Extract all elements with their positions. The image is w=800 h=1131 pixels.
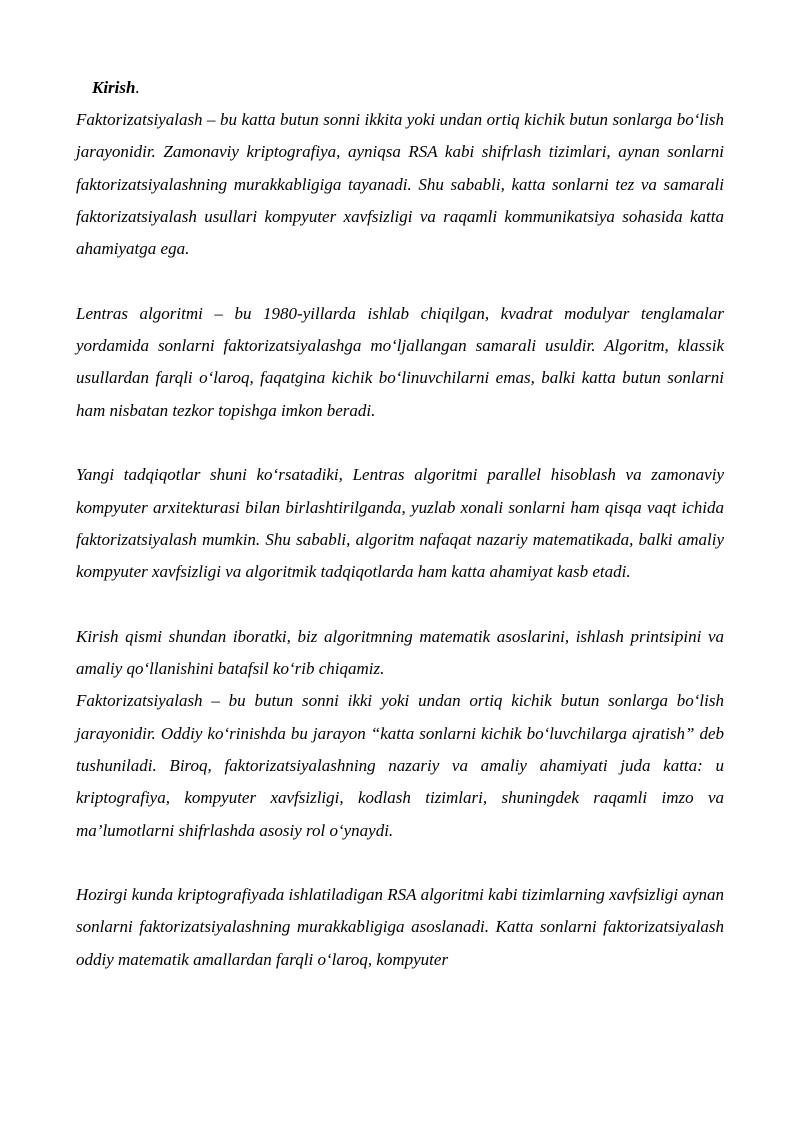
paragraph-rsa: Hozirgi kunda kriptografiyada ishlatiladigan RSA algoritmi kabi tizimlarning xavfsizligi aynan sonlarni faktorizatsiyalashning murakkabligiga asoslanadi. Katta sonlarni faktorizatsiyalash oddiy matematik amallardan farqli o‘laroq, kompyuter <box>76 885 724 969</box>
paragraph-intro: Faktorizatsiyalash – bu katta butun sonni ikkita yoki undan ortiq kichik butun sonlarga bo‘lish jarayonidir. Zamonaviy kriptografiya, ayniqsa RSA kabi shifrlash tizimlari, aynan sonlarni faktorizatsiyalashning murakkabligiga tayanadi. Shu sababli, katta sonlarni tez va samarali faktorizatsiyalash usullari kompyuter xavfsizligi va raqamli kommunikatsiya sohasida katta ahamiyatga ega. <box>76 110 724 259</box>
heading-punct: . <box>135 78 140 97</box>
paragraph-definition: Faktorizatsiyalash – bu butun sonni ikki yoki undan ortiq kichik butun sonlarga bo‘lish jarayonidir. Oddiy ko‘rinishda bu jarayon “katta sonlarni kichik bo‘luvchilarga ajratish” deb tushuniladi. Biroq, faktorizatsiyalashning nazariy va amaliy ahamiyati juda katta: u kriptografiya, kompyuter xavfsizligi, kodlash tizimlari, shuningdek raqamli imzo va ma’lumotlarni shifrlashda asosiy rol o‘ynaydi. <box>76 691 724 840</box>
paragraph-lentras: Lentras algoritmi – bu 1980-yillarda ishlab chiqilgan, kvadrat modulyar tenglamalar yordamida sonlarni faktorizatsiyalashga mo‘ljallangan samarali usuldir. Algoritm, klassik usullardan farqli o‘laroq, faqatgina kichik bo‘linuvchilarni emas, balki katta butun sonlarni ham nisbatan tezkor topishga imkon beradi. <box>76 303 724 420</box>
document-page <box>76 72 724 976</box>
paragraph-scope: Kirish qismi shundan iboratki, biz algoritmning matematik asoslarini, ishlash printsipini va amaliy qo‘llanishini batafsil ko‘rib chiqamiz. <box>76 626 724 679</box>
section-heading <box>76 72 724 104</box>
paragraph-research: Yangi tadqiqotlar shuni ko‘rsatadiki, Lentras algoritmi parallel hisoblash va zamonaviy kompyuter arxitekturasi bilan birlashtirilganda, yuzlab xonali sonlarni ham qisqa vaqt ichida faktorizatsiyalash mumkin. Shu sababli, algoritm nafaqat nazariy matematikada, balki amaliy kompyuter xavfsizligi va algoritmik tadqiqotlarda ham katta ahamiyat kasb etadi. <box>76 465 724 582</box>
paragraph-gap <box>76 847 724 879</box>
paragraph-gap <box>76 427 724 459</box>
paragraph-gap <box>76 265 724 297</box>
heading-title: Kirish <box>92 78 136 97</box>
paragraph-gap <box>76 588 724 620</box>
